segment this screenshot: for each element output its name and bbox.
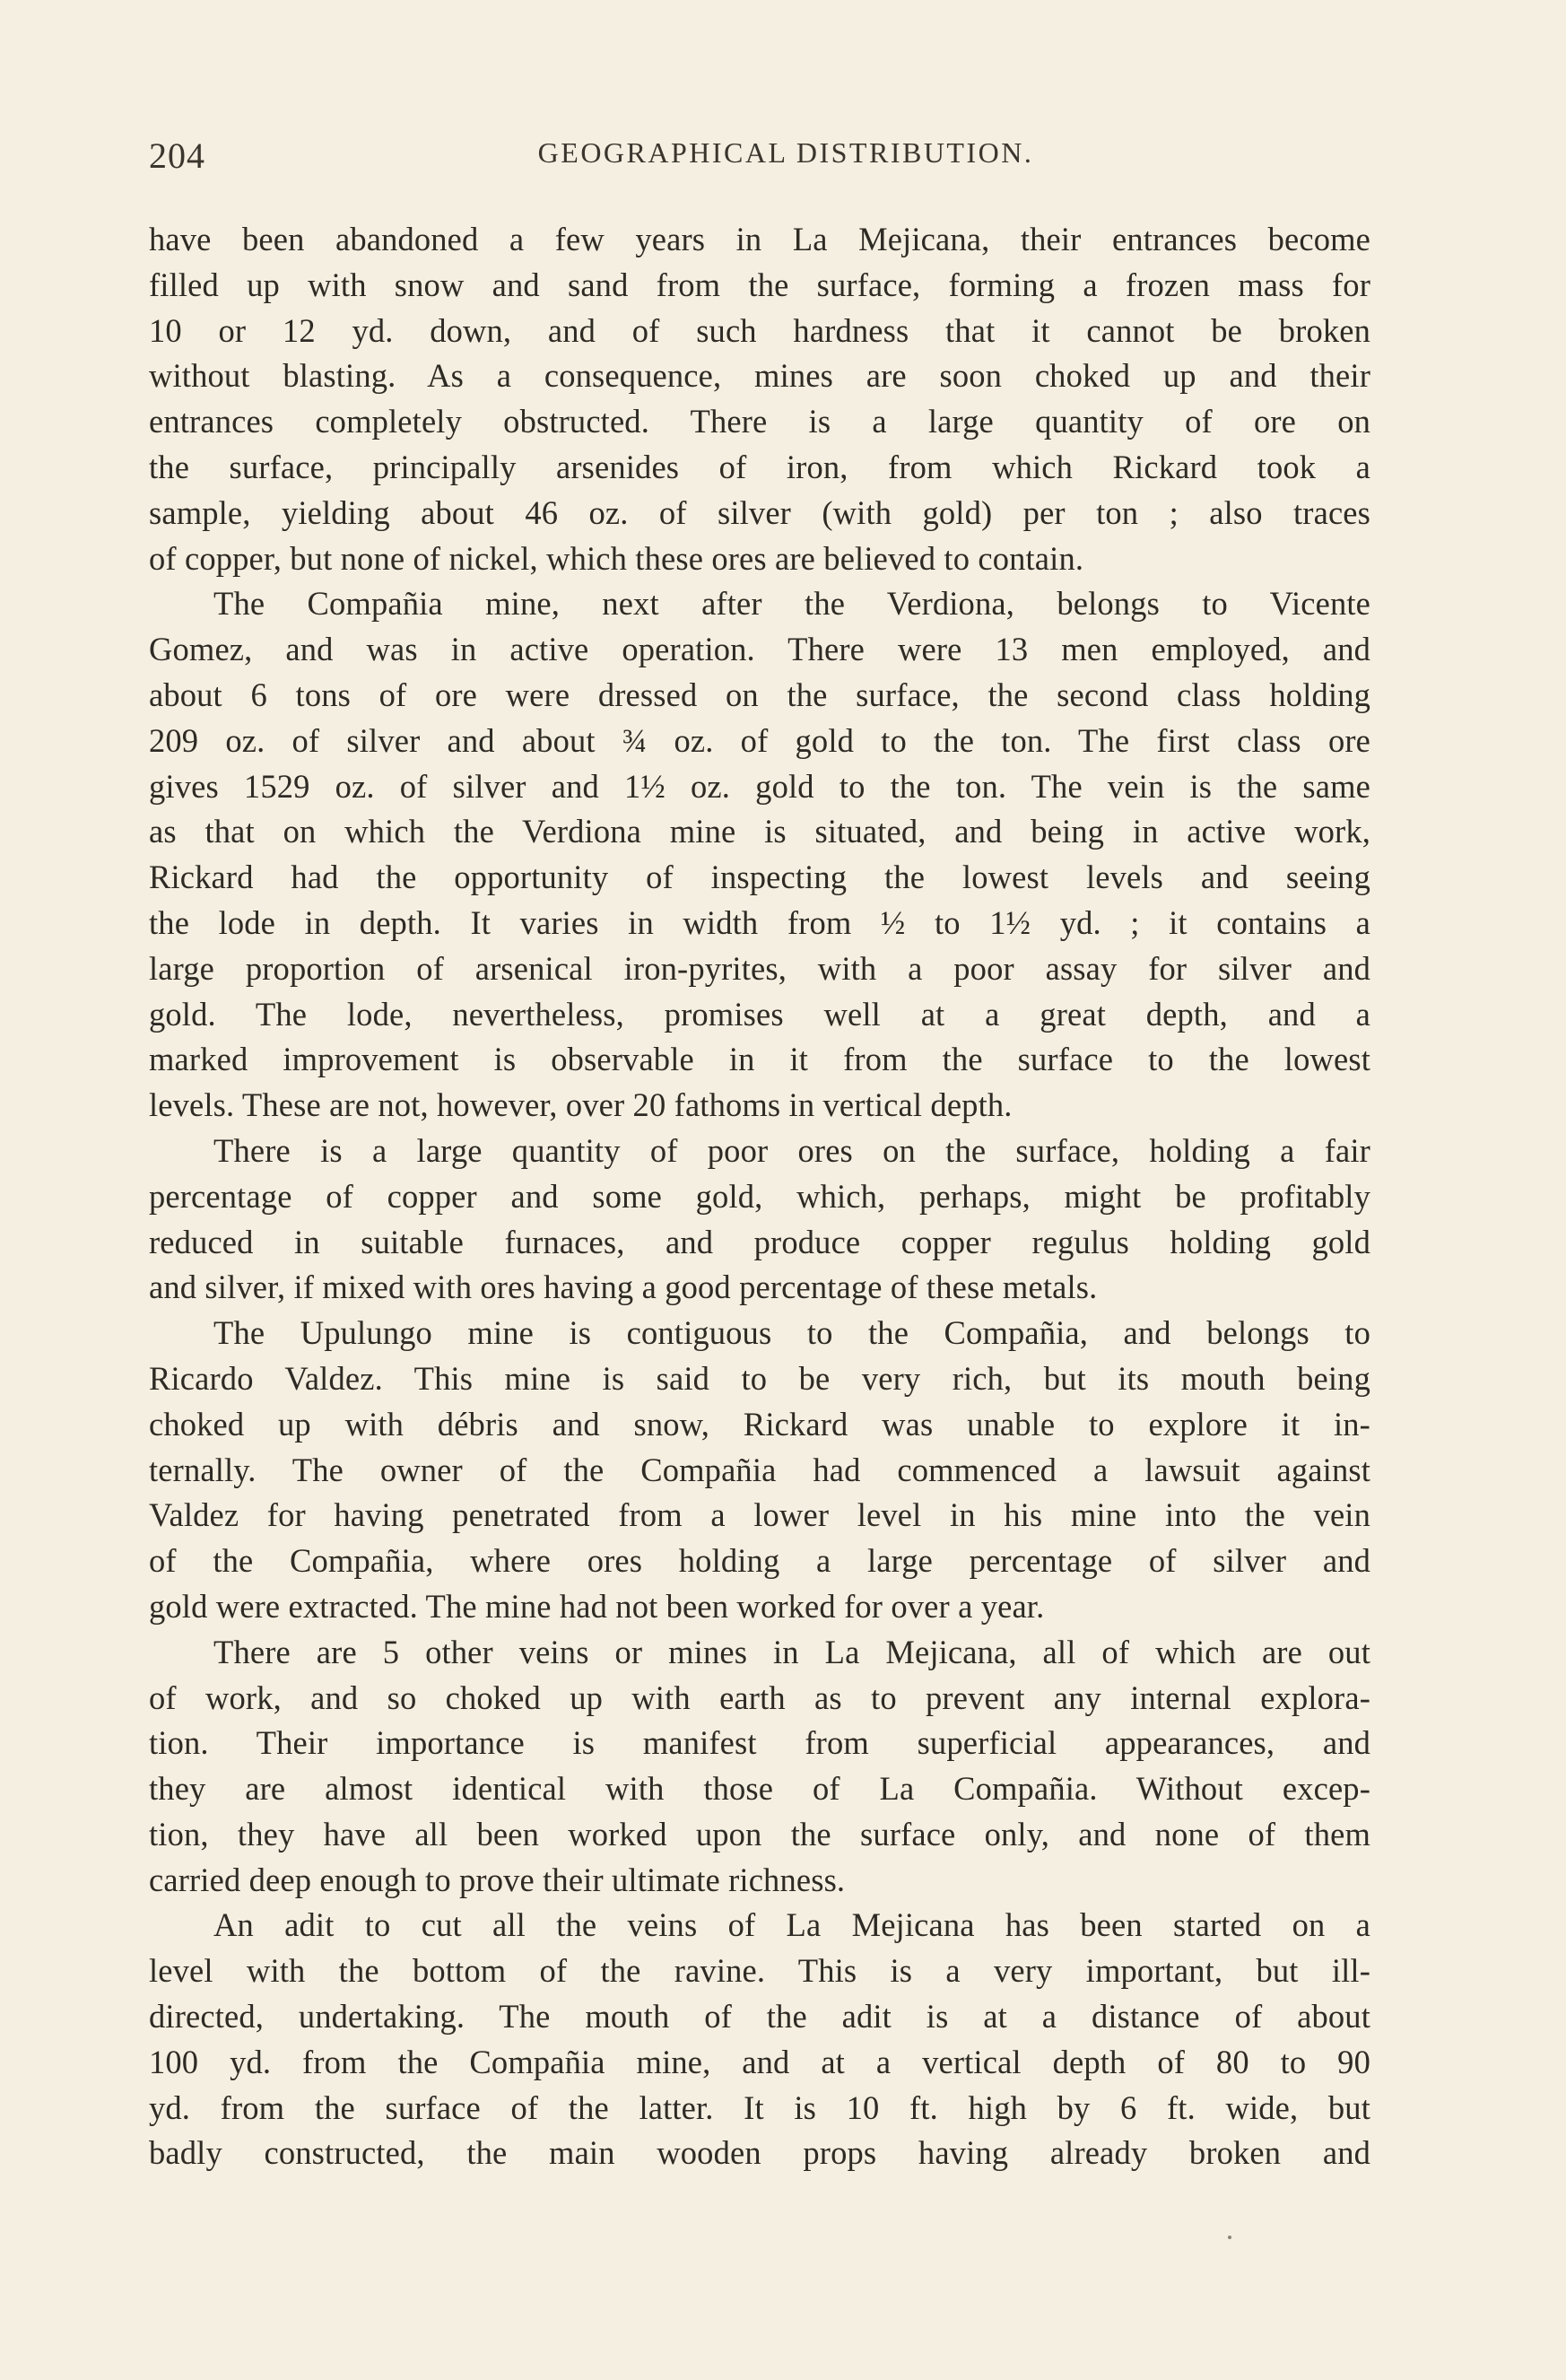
running-head	[149, 135, 1369, 179]
text-line: Ricardo Valdez. This mine is said to be very rich, but its mouth being	[149, 1359, 1370, 1397]
text-line: badly constructed, the main wooden props having already broken and	[149, 2134, 1370, 2172]
text-line: 10 or 12 yd. down, and of such hardness that it cannot be broken	[149, 311, 1370, 349]
text-line: tion. Their importance is manifest from superficial appearances, and	[149, 1724, 1370, 1762]
running-title: GEOGRAPHICAL DISTRIBUTION.	[537, 136, 1034, 169]
text-line: carried deep enough to prove their ultimate richness.	[149, 1861, 846, 1898]
text-line: filled up with snow and sand from the surface, forming a frozen mass for	[149, 266, 1370, 303]
text-line: directed, undertaking. The mouth of the adit is at a distance of about	[149, 1998, 1370, 2036]
page-number: 204	[149, 135, 205, 176]
text-line: about 6 tons of ore were dressed on the surface, the second class holding	[149, 676, 1370, 713]
text-line: ternally. The owner of the Compañia had commenced a lawsuit against	[149, 1451, 1370, 1488]
text-line: Valdez for having penetrated from a lower level in his mine into the vein	[149, 1496, 1370, 1534]
text-line: gold were extracted. The mine had not been worked for over a year.	[149, 1587, 1045, 1625]
text-line: percentage of copper and some gold, which, perhaps, might be profitably	[149, 1177, 1370, 1215]
paragraph-start-line: An adit to cut all the veins of La Mejicana has been started on a	[213, 1906, 1370, 1944]
text-line: the surface, principally arsenides of iron, from which Rickard took a	[149, 448, 1370, 485]
text-line: sample, yielding about 46 oz. of silver (with gold) per ton ; also traces	[149, 493, 1370, 531]
paragraph-start-line: There is a large quantity of poor ores on the surface, holding a fair	[213, 1131, 1370, 1169]
text-line: reduced in suitable furnaces, and produce copper regulus holding gold	[149, 1223, 1370, 1260]
text-line: they are almost identical with those of La Compañia. Without excep-	[149, 1770, 1370, 1808]
text-line: of work, and so choked up with earth as to prevent any internal explora-	[149, 1678, 1370, 1716]
text-line: marked improvement is observable in it from the surface to the lowest	[149, 1041, 1370, 1078]
text-line: large proportion of arsenical iron-pyrites, with a poor assay for silver and	[149, 949, 1370, 987]
text-line: yd. from the surface of the latter. It is 10 ft. high by 6 ft. wide, but	[149, 2088, 1370, 2126]
paragraph-start-line: The Upulungo mine is contiguous to the Compañia, and belongs to	[213, 1314, 1370, 1352]
paragraph-start-line: The Compañia mine, next after the Verdiona, belongs to Vicente	[213, 585, 1370, 623]
text-line: the lode in depth. It varies in width from ½ to 1½ yd. ; it contains a	[149, 903, 1370, 941]
text-line: 209 oz. of silver and about ¾ oz. of gold to the ton. The first class ore	[149, 721, 1370, 759]
text-line: and silver, if mixed with ores having a good percentage of these metals.	[149, 1268, 1098, 1306]
text-line: tion, they have all been worked upon the surface only, and none of them	[149, 1815, 1370, 1853]
paper-speck	[1228, 2236, 1231, 2239]
text-line: as that on which the Verdiona mine is situated, and being in active work,	[149, 813, 1370, 850]
text-line: Rickard had the opportunity of inspecting the lowest levels and seeing	[149, 859, 1370, 896]
text-line: gives 1529 oz. of silver and 1½ oz. gold to the ton. The vein is the same	[149, 767, 1370, 805]
text-line: of copper, but none of nickel, which these ores are believed to contain.	[149, 539, 1084, 577]
text-line: entrances completely obstructed. There is a large quantity of ore on	[149, 403, 1370, 440]
text-line: have been abandoned a few years in La Mejicana, their entrances become	[149, 221, 1370, 257]
paragraph-start-line: There are 5 other veins or mines in La Mejicana, all of which are out	[213, 1633, 1370, 1670]
text-line: levels. These are not, however, over 20 fathoms in vertical depth.	[149, 1086, 1013, 1124]
body-text	[149, 217, 1370, 2176]
text-line: 100 yd. from the Compañia mine, and at a vertical depth of 80 to 90	[149, 2043, 1370, 2080]
text-line: Gomez, and was in active operation. There were 13 men employed, and	[149, 631, 1370, 668]
text-line: level with the bottom of the ravine. This is a very important, but ill-	[149, 1952, 1370, 1990]
text-line: of the Compañia, where ores holding a large percentage of silver and	[149, 1542, 1370, 1580]
text-line: gold. The lode, nevertheless, promises well at a great depth, and a	[149, 995, 1370, 1033]
text-line: without blasting. As a consequence, mines are soon choked up and their	[149, 357, 1370, 395]
text-line: choked up with débris and snow, Rickard was unable to explore it in-	[149, 1405, 1370, 1443]
